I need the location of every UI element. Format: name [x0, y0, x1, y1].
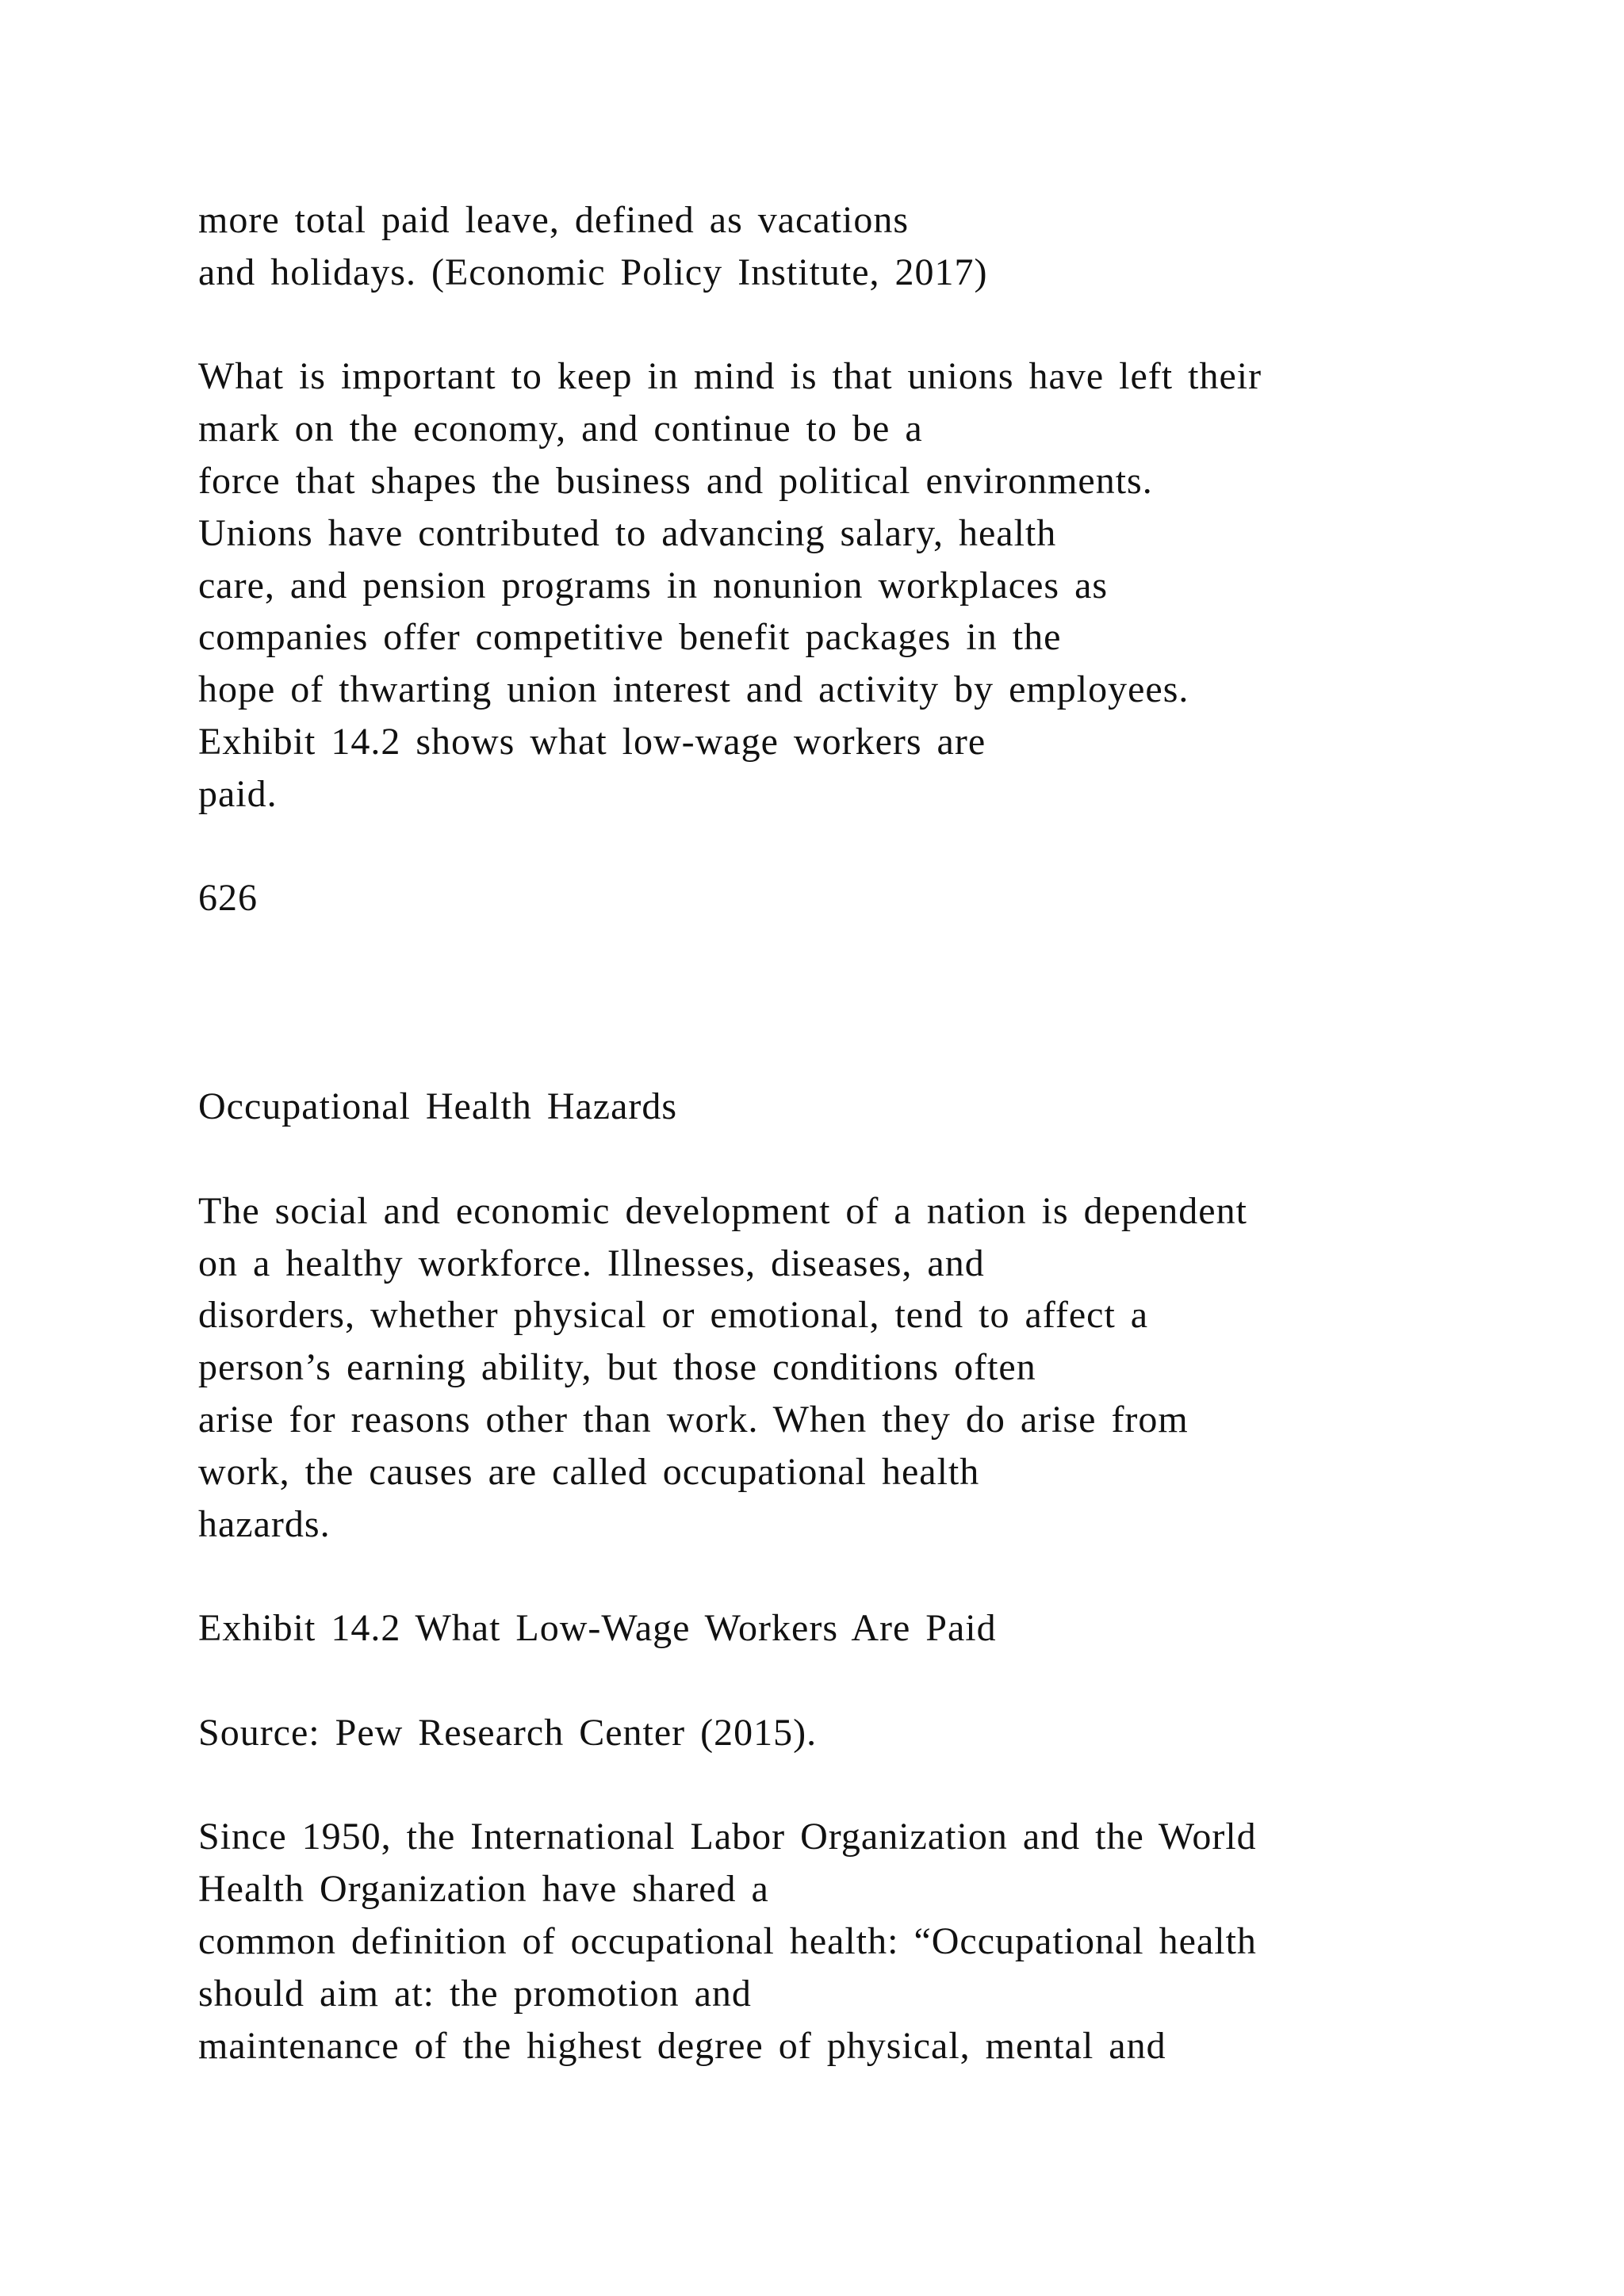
- section-heading: [198, 1081, 1483, 1133]
- text-line: on a healthy workforce. Illnesses, diseases, and: [198, 1242, 985, 1284]
- page-break-spacer: [198, 924, 1483, 1081]
- exhibit-caption: [198, 1602, 1483, 1655]
- exhibit-caption-text: Exhibit 14.2 What Low-Wage Workers Are Paid: [198, 1607, 997, 1650]
- paragraph-spacer: [198, 1550, 1483, 1602]
- exhibit-source-text: Source: Pew Research Center (2015).: [198, 1711, 818, 1754]
- document-page: [198, 194, 1483, 2072]
- paragraph-health-hazards: [198, 1185, 1483, 1551]
- text-line: should aim at: the promotion and: [198, 1972, 752, 2015]
- exhibit-source: [198, 1707, 1483, 1759]
- text-line: care, and pension programs in nonunion workplaces as: [198, 564, 1109, 607]
- text-line: What is important to keep in mind is that unions have left their: [198, 355, 1262, 398]
- text-line: Exhibit 14.2 shows what low-wage workers are: [198, 720, 986, 763]
- text-line: companies offer competitive benefit packages in the: [198, 616, 1062, 659]
- paragraph-spacer: [198, 299, 1483, 351]
- paragraph-spacer: [198, 821, 1483, 873]
- page-number: [198, 872, 1483, 924]
- paragraph-spacer: [198, 1133, 1483, 1185]
- paragraph-spacer: [198, 1759, 1483, 1812]
- text-line: The social and economic development of a nation is dependent: [198, 1189, 1247, 1232]
- text-line: Since 1950, the International Labor Organization and the World: [198, 1816, 1257, 1858]
- text-line: force that shapes the business and political environments.: [198, 459, 1153, 502]
- section-heading-text: Occupational Health Hazards: [198, 1085, 678, 1128]
- text-line: work, the causes are called occupational health: [198, 1450, 980, 1493]
- text-line: and holidays. (Economic Policy Institute, 2017): [198, 251, 988, 293]
- text-line: Health Organization have shared a: [198, 1868, 769, 1911]
- text-line: arise for reasons other than work. When they do arise from: [198, 1398, 1189, 1441]
- text-line: maintenance of the highest degree of physical, mental and: [198, 2024, 1166, 2067]
- paragraph-unions-impact: [198, 350, 1483, 820]
- paragraph-spacer: [198, 1655, 1483, 1707]
- text-line: person’s earning ability, but those conditions often: [198, 1346, 1036, 1389]
- text-line: hazards.: [198, 1502, 331, 1545]
- page-number-text: 626: [198, 877, 258, 920]
- text-line: Unions have contributed to advancing salary, health: [198, 511, 1057, 554]
- text-line: more total paid leave, defined as vacations: [198, 199, 910, 241]
- text-line: common definition of occupational health: “Occupational health: [198, 1919, 1257, 1962]
- paragraph-ilo-who-definition: [198, 1811, 1483, 2072]
- paragraph-paid-leave: [198, 194, 1483, 299]
- text-line: mark on the economy, and continue to be a: [198, 408, 923, 450]
- text-line: hope of thwarting union interest and activity by employees.: [198, 668, 1189, 711]
- text-line: disorders, whether physical or emotional, tend to affect a: [198, 1294, 1149, 1337]
- text-line: paid.: [198, 772, 278, 815]
